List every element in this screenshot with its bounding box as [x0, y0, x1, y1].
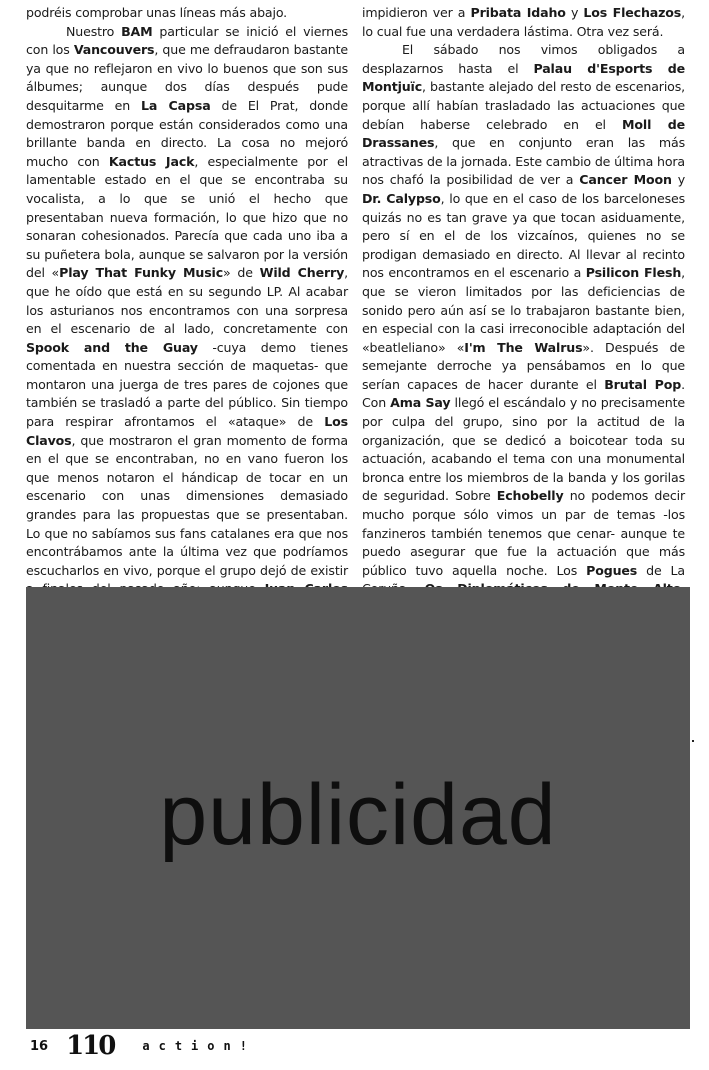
advertisement-block [26, 587, 690, 1029]
section-name: action! [142, 1039, 256, 1053]
magazine-logo: 110 [66, 1031, 115, 1061]
article-paragraph: El sábado nos vimos obligados a desplazarnos hasta el Palau d'Esports de Montjuïc, bastante alejado del resto de escenarios, porque allí habían trasladado las actuaciones que debían haberse celebrado en el Moll de Drassanes, que en conjunto eran las más atractivas de la jornada. Este cambio de última hora nos chafó la posibilidad de ver a Cancer Moon y Dr. Calypso, lo que en el caso de los barceloneses quizás no es tan grave ya que tocan asiduamente, pero sí en el de los vizcaínos, quienes no se prodigan demasiado en directo. Al llevar al recinto nos encontramos en el escenario a Psilicon Flesh, que se vieron limitados por las deficiencias de sonido pero aún así se lo trabajaron bastante bien, en especial con la casi irreconocible adaptación del «beatleliano» «I'm The Walrus». Después de semejante derroche ya pensábamos en lo que serían capaces de hacer durante el Brutal Pop. Con Ama Say llegó el escándalo y no precisamente por culpa del grupo, sino por la actitud de la organización, que se dedicó a boicotear toda su actuación, acabando el tema con una monumental bronca entre los miembros de la banda y los gorilas de seguridad. Sobre Echobelly no podemos decir mucho porque sólo vimos un par de temas -los fanzineros también tenemos que cenar- aunque te puedo asegurar que fue la actuación que más público tuvo aquella noche. Los Pogues de La [362, 42, 686, 578]
page-footer [30, 1032, 256, 1060]
article-paragraph: Nuestro BAM particular se inició el viernes con los Vancouvers, que me defraudaron bastante ya que no reflejaron en vivo lo buenos que son sus álbumes; aunque dos días después pude desquitarme en La Capsa de El Prat, donde demostraron porque están considerados como una brillante banda en directo. La cosa no mejoró mucho con Kactus Jack, especialmente por el lamentable estado en el que se encontraba su vocalista, a lo que se unió el hecho que presentaban nueva formación, lo que hizo que no sonaran cohesionados. Parecía que cada uno iba a su puñetera bola, aunque se salvaron por la versión del «Play That Funky Music» de Wild Cherry, que he oído que está en su segundo LP. Al acabar los asturianos nos encontramos con una sorpresa en el escenario de al lado, concretamente con Spook and the Guay -cuya demo tienes comentada en nuestra sección de maquetas- que montaron una juerga de tres pares de cojones que también se trasladó a parte del público. Sin tiempo para respirar afrontamos el «ataque» de Los Clavos, que mostraron el gran momento de forma en el que se encontraban, no en vano fueron los que menos notaron el hándicap de tocar en un escenario con unas dimensiones demasiado grandes para las propuestas que se presentaban. Lo que no sabíamos sus fans catalanes era que nos encontrábamos ante la última vez que podríamos escucharlos en vivo, porque el grupo dejó de existir [26, 23, 349, 578]
page-number: 16 [30, 1038, 49, 1054]
article-paragraph: podréis comprobar unas líneas más abajo. [26, 5, 288, 20]
article-paragraph: impidieron ver a Pribata Idaho y Los Flechazos, lo cual fue una verdadera lástima. Otra vez será. [362, 5, 686, 39]
article-column-right [362, 4, 686, 578]
article-column-left [26, 4, 349, 578]
print-mark [692, 740, 694, 742]
advertisement-label: publicidad [159, 767, 557, 863]
